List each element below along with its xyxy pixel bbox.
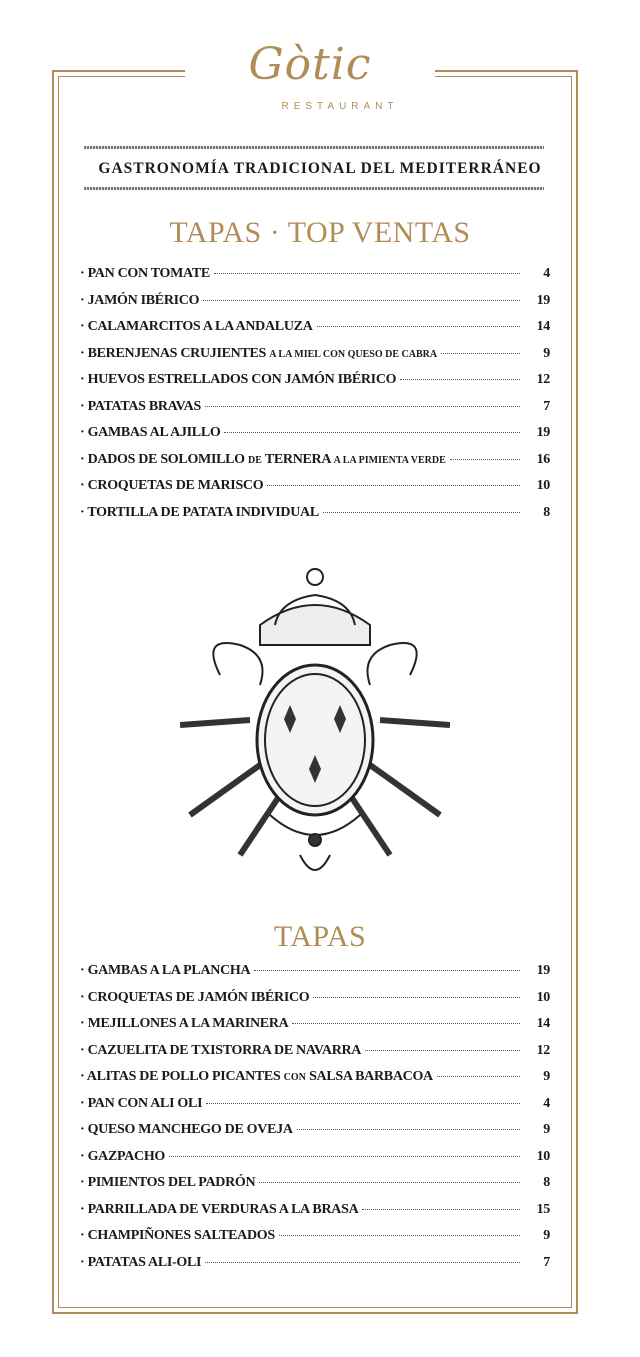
menu-item-name xyxy=(80,319,313,335)
menu-item xyxy=(80,346,550,373)
menu-item-price: 12 xyxy=(536,1042,550,1058)
menu-item-price: 8 xyxy=(543,1175,550,1190)
menu-item-title: · CROQUETAS DE MARISCO xyxy=(80,478,264,493)
menu-item xyxy=(80,1122,550,1149)
menu-item-name xyxy=(80,963,250,979)
menu-item-name xyxy=(80,990,309,1006)
menu-item-name xyxy=(80,478,263,494)
menu-list-tapas xyxy=(80,963,550,1281)
ornamental-divider xyxy=(84,146,544,149)
menu-item-name xyxy=(80,1175,255,1191)
menu-item-name xyxy=(80,1096,202,1112)
menu-item xyxy=(80,1255,550,1282)
menu-item-name xyxy=(80,1202,358,1218)
menu-item-title: · DADOS DE SOLOMILLO xyxy=(80,451,248,467)
dot-leader xyxy=(267,485,520,486)
dot-leader xyxy=(169,1156,520,1157)
dot-leader xyxy=(259,1182,520,1183)
menu-item-price: 14 xyxy=(536,1016,550,1031)
royal-crest-emblem xyxy=(180,555,450,895)
section-title-tapas: TAPAS xyxy=(273,920,367,953)
menu-item-name xyxy=(80,346,437,362)
menu-item xyxy=(80,399,550,426)
menu-item xyxy=(80,505,550,532)
dot-leader xyxy=(437,1076,520,1077)
menu-item xyxy=(80,452,550,479)
logo-subtitle: RESTAURANT xyxy=(281,101,399,112)
menu-item-name xyxy=(80,399,201,415)
menu-item xyxy=(80,1016,550,1043)
menu-item xyxy=(80,1175,550,1202)
menu-item xyxy=(80,319,550,346)
dot-leader xyxy=(292,1023,520,1024)
dot-leader xyxy=(203,300,520,301)
menu-item-price: 12 xyxy=(536,372,550,387)
menu-item-title: · HUEVOS ESTRELLADOS CON JAMÓN IBÉRICO xyxy=(80,372,397,387)
menu-item xyxy=(80,1096,550,1123)
menu-item-price: 16 xyxy=(536,451,550,467)
menu-item-name xyxy=(80,293,199,309)
menu-item-title: · MEJILLONES A LA MARINERA xyxy=(80,1016,289,1031)
menu-item-name xyxy=(80,1255,201,1271)
menu-item-title: · TORTILLA DE PATATA INDIVIDUAL xyxy=(80,504,319,520)
menu-item-title: · PAN CON ALI OLI xyxy=(80,1095,203,1111)
menu-item-price: 10 xyxy=(536,989,550,1005)
menu-item-name xyxy=(80,372,396,388)
tagline: GASTRONOMÍA TRADICIONAL DEL MEDITERRÁNEO xyxy=(98,160,542,177)
menu-item-title: · PATATAS ALI-OLI xyxy=(80,1254,202,1270)
menu-item-price: 9 xyxy=(543,1228,550,1243)
menu-item-title: · QUESO MANCHEGO DE OVEJA xyxy=(80,1122,293,1137)
menu-item-name xyxy=(80,505,319,521)
section-title-top-ventas: TAPAS · TOP VENTAS xyxy=(169,216,471,249)
menu-item xyxy=(80,1228,550,1255)
menu-item-price: 4 xyxy=(543,1095,550,1111)
menu-item-name xyxy=(80,1043,361,1059)
dot-leader xyxy=(441,353,520,354)
dot-leader xyxy=(365,1050,520,1051)
menu-item-title: · ALITAS DE POLLO PICANTES xyxy=(80,1069,284,1084)
menu-item-title: · CALAMARCITOS A LA ANDALUZA xyxy=(80,319,313,334)
restaurant-logo xyxy=(185,36,435,122)
menu-item-title: · PAN CON TOMATE xyxy=(80,266,210,281)
dot-leader xyxy=(214,273,520,274)
dot-leader xyxy=(205,1262,520,1263)
menu-item-title: SALSA BARBACOA xyxy=(305,1069,433,1084)
menu-item-price: 10 xyxy=(536,1148,550,1164)
menu-item-price: 19 xyxy=(536,963,550,978)
menu-item-title: · GAMBAS A LA PLANCHA xyxy=(80,963,251,978)
menu-item-title: · JAMÓN IBÉRICO xyxy=(80,292,200,308)
menu-item xyxy=(80,372,550,399)
menu-item xyxy=(80,990,550,1017)
menu-item xyxy=(80,963,550,990)
dot-leader xyxy=(224,432,520,433)
menu-item-detail: CON xyxy=(283,1072,306,1083)
menu-item-price: 9 xyxy=(543,345,550,361)
menu-item-title: · PIMIENTOS DEL PADRÓN xyxy=(80,1175,256,1190)
menu-item-price: 19 xyxy=(536,292,550,308)
dot-leader xyxy=(279,1235,520,1236)
dot-leader xyxy=(313,997,520,998)
menu-item xyxy=(80,1149,550,1176)
menu-item xyxy=(80,293,550,320)
menu-item-name xyxy=(80,1228,275,1244)
menu-item-price: 14 xyxy=(536,319,550,334)
menu-item xyxy=(80,1043,550,1070)
menu-item-title: · GAZPACHO xyxy=(80,1148,166,1164)
ornamental-divider xyxy=(84,187,544,190)
menu-item-name xyxy=(80,1149,165,1165)
dot-leader xyxy=(323,512,520,513)
menu-item-name xyxy=(80,1069,433,1085)
menu-item-name xyxy=(80,1122,293,1138)
menu-item xyxy=(80,1202,550,1229)
menu-item-title: · PARRILLADA DE VERDURAS A LA BRASA xyxy=(80,1201,359,1217)
menu-item-detail: A LA MIEL CON QUESO DE CABRA xyxy=(269,348,438,360)
dot-leader xyxy=(205,406,520,407)
menu-item-price: 9 xyxy=(543,1069,550,1084)
dot-leader xyxy=(206,1103,520,1104)
menu-item-title: TERNERA xyxy=(261,451,334,467)
menu-item-title: · GAMBAS AL AJILLO xyxy=(80,425,221,440)
menu-item-detail: A LA PIMIENTA VERDE xyxy=(333,454,446,466)
menu-item-title: · CHAMPIÑONES SALTEADOS xyxy=(80,1228,275,1243)
menu-item-price: 7 xyxy=(543,1254,550,1270)
menu-item-price: 19 xyxy=(536,425,550,440)
logo-wordmark: Gòtic xyxy=(248,39,372,90)
menu-item-price: 9 xyxy=(543,1122,550,1137)
menu-item xyxy=(80,425,550,452)
dot-leader xyxy=(450,459,520,460)
dot-leader xyxy=(254,970,520,971)
menu-item xyxy=(80,478,550,505)
menu-item-name xyxy=(80,425,220,441)
dot-leader xyxy=(362,1209,520,1210)
menu-item-title: · PATATAS BRAVAS xyxy=(80,398,201,414)
dot-leader xyxy=(400,379,520,380)
menu-item xyxy=(80,266,550,293)
menu-item-price: 15 xyxy=(536,1201,550,1217)
menu-item-detail: DE xyxy=(247,454,262,466)
menu-item-price: 8 xyxy=(543,504,550,520)
menu-item-price: 10 xyxy=(536,478,550,493)
menu-item-name xyxy=(80,1016,288,1032)
menu-list-top-ventas xyxy=(80,266,550,531)
menu-item xyxy=(80,1069,550,1096)
menu-item-name xyxy=(80,266,210,282)
menu-item-price: 7 xyxy=(543,398,550,414)
dot-leader xyxy=(317,326,521,327)
menu-item-title: · BERENJENAS CRUJIENTES xyxy=(80,345,270,361)
menu-item-price: 4 xyxy=(543,266,550,281)
dot-leader xyxy=(297,1129,520,1130)
menu-item-title: · CAZUELITA DE TXISTORRA DE NAVARRA xyxy=(80,1042,362,1058)
menu-item-title: · CROQUETAS DE JAMÓN IBÉRICO xyxy=(80,989,310,1005)
menu-item-name xyxy=(80,452,446,468)
